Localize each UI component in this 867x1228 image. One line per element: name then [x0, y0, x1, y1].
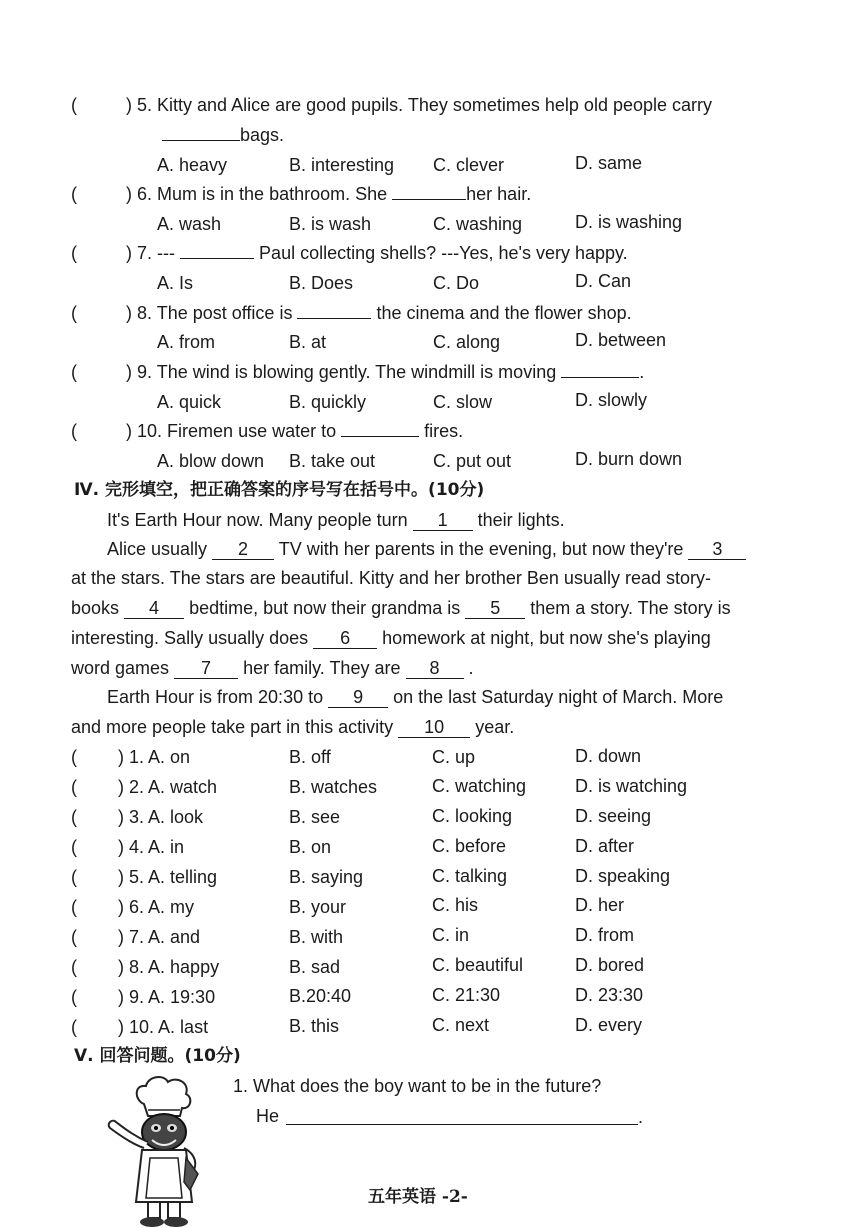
option-a: A. heavy: [157, 155, 228, 175]
option-a: A. quick: [157, 392, 222, 412]
question-text: the cinema and the flower shop.: [376, 303, 632, 323]
option-c: C. 21:30: [432, 985, 501, 1005]
answer-paren[interactable]: (: [71, 897, 77, 917]
cloze-blank-4: 4: [124, 598, 184, 619]
fill-blank[interactable]: [162, 140, 240, 141]
question-6: [126, 183, 531, 205]
answer-paren[interactable]: (: [71, 837, 77, 857]
question-5-1: 1. What does the boy want to be in the future?: [233, 1076, 602, 1096]
option-d: D. is watching: [575, 776, 688, 796]
question-text: fires.: [424, 421, 464, 441]
option-number: ) 5. A. telling: [118, 867, 218, 887]
question-5: [126, 94, 712, 116]
answer-paren[interactable]: (: [71, 927, 77, 947]
passage-text: TV with her parents in the evening, but now they're: [278, 539, 684, 559]
question-number: ) 6.: [126, 184, 153, 204]
cloze-blank-10: 10: [398, 717, 470, 738]
cloze-blank-1: 1: [413, 510, 473, 531]
option-b: B. watches: [289, 777, 378, 797]
option-b: B.20:40: [289, 986, 352, 1006]
question-8: [126, 302, 632, 324]
option-number: ) 10. A. last: [118, 1017, 209, 1037]
passage-text: them a story. The story is: [530, 598, 731, 618]
answer-paren[interactable]: (: [71, 1017, 77, 1037]
passage-text: on the last Saturday night of March. More: [393, 687, 724, 707]
answer-paren[interactable]: (: [71, 957, 77, 977]
question-5-line2: [162, 124, 284, 146]
passage-line: [71, 627, 711, 649]
option-c: C. talking: [432, 866, 508, 886]
option-b: B. saying: [289, 867, 364, 887]
option-b: B. this: [289, 1016, 340, 1036]
option-c: C. his: [432, 895, 479, 915]
option-b: B. see: [289, 807, 341, 827]
cloze-blank-3: 3: [688, 539, 746, 560]
passage-line: [71, 716, 514, 738]
passage-text: bedtime, but now their grandma is: [189, 598, 461, 618]
option-a: A. wash: [157, 214, 222, 234]
cloze-blank-5: 5: [465, 598, 525, 619]
option-c: C. beautiful: [432, 955, 524, 975]
passage-text: homework at night, but now she's playing: [382, 628, 711, 648]
question-text: Kitty and Alice are good pupils. They sometimes help old people carry: [157, 95, 713, 115]
answer-paren[interactable]: (: [71, 303, 77, 323]
option-b: B. quickly: [289, 392, 367, 412]
answer-paren[interactable]: (: [71, 747, 77, 767]
option-d: D. every: [575, 1015, 643, 1035]
passage-text: interesting. Sally usually does: [71, 628, 309, 648]
fill-blank[interactable]: [180, 258, 254, 259]
passage-line: [71, 597, 731, 619]
passage-text: It's Earth Hour now. Many people turn: [107, 510, 408, 530]
fill-blank[interactable]: [561, 377, 639, 378]
question-10: [126, 420, 463, 442]
option-d: D. down: [575, 746, 642, 766]
answer-line[interactable]: [286, 1104, 638, 1125]
option-c: C. in: [432, 925, 470, 945]
passage-text: their lights.: [477, 510, 565, 530]
passage-text: Earth Hour is from 20:30 to: [107, 687, 324, 707]
option-c: C. watching: [432, 776, 527, 796]
passage-line: [71, 567, 711, 589]
option-c: C. before: [432, 836, 507, 856]
question-number: ) 5.: [126, 95, 153, 115]
passage-line: [107, 686, 723, 708]
question-number: ) 9.: [126, 362, 153, 382]
cloze-blank-9: 9: [328, 687, 388, 708]
option-c: C. slow: [433, 392, 493, 412]
fill-blank[interactable]: [297, 318, 371, 319]
option-d: D. bored: [575, 955, 645, 975]
question-number: ) 7.: [126, 243, 153, 263]
question-text: Mum is in the bathroom. She: [157, 184, 388, 204]
option-number: ) 7. A. and: [118, 927, 201, 947]
passage-line: [71, 657, 474, 679]
passage-text: .: [468, 658, 474, 678]
option-number: ) 9. A. 19:30: [118, 987, 216, 1007]
question-text: Paul collecting shells? ---Yes, he's very happy.: [259, 243, 628, 263]
question-9: [126, 361, 644, 383]
option-number: ) 8. A. happy: [118, 957, 220, 977]
passage-line: [107, 538, 746, 560]
cloze-blank-6: 6: [313, 628, 377, 649]
option-b: B. at: [289, 332, 327, 352]
option-c: C. next: [432, 1015, 490, 1035]
option-b: B. take out: [289, 451, 376, 471]
passage-text: at the stars. The stars are beautiful. Kitty and her brother Ben usually read story-: [71, 568, 711, 588]
answer-paren[interactable]: (: [71, 362, 77, 382]
option-c: C. Do: [433, 273, 480, 293]
question-text: bags.: [240, 125, 285, 145]
question-text: ---: [157, 243, 176, 263]
option-b: B. sad: [289, 957, 341, 977]
answer-paren[interactable]: (: [71, 243, 77, 263]
passage-line: [107, 509, 565, 531]
option-c: C. up: [432, 747, 476, 767]
answer-paren[interactable]: (: [71, 807, 77, 827]
question-text: .: [639, 362, 645, 382]
option-b: B. is wash: [289, 214, 372, 234]
option-number: ) 6. A. my: [118, 897, 195, 917]
option-number: ) 4. A. in: [118, 837, 185, 857]
answer-paren[interactable]: (: [71, 184, 77, 204]
fill-blank[interactable]: [341, 436, 419, 437]
question-text: The wind is blowing gently. The windmill is moving: [156, 362, 557, 382]
option-number: ) 3. A. look: [118, 807, 204, 827]
question-text: The post office is: [156, 303, 293, 323]
option-b: B. on: [289, 837, 332, 857]
option-a: A. Is: [157, 273, 194, 293]
cloze-blank-7: 7: [174, 658, 238, 679]
option-c: C. along: [433, 332, 501, 352]
passage-text: books: [71, 598, 120, 618]
option-number: ) 2. A. watch: [118, 777, 218, 797]
option-b: B. off: [289, 747, 331, 767]
option-d: D. after: [575, 836, 635, 856]
option-d: D. slowly: [575, 390, 648, 410]
option-d: D. Can: [575, 271, 632, 291]
answer-paren[interactable]: (: [71, 777, 77, 797]
question-7: [126, 242, 628, 264]
answer-paren[interactable]: (: [71, 95, 77, 115]
option-c: C. put out: [433, 451, 512, 471]
option-c: C. looking: [432, 806, 513, 826]
passage-text: year.: [475, 717, 515, 737]
option-d: D. is washing: [575, 212, 683, 232]
question-text: her hair.: [466, 184, 532, 204]
option-d: D. same: [575, 153, 643, 173]
option-b: B. your: [289, 897, 347, 917]
cloze-blank-2: 2: [212, 539, 274, 560]
question-text: Firemen use water to: [167, 421, 337, 441]
option-d: D. from: [575, 925, 635, 945]
question-number: ) 8.: [126, 303, 153, 323]
option-b: B. Does: [289, 273, 354, 293]
option-d: D. 23:30: [575, 985, 644, 1005]
option-d: D. burn down: [575, 449, 683, 469]
passage-text: and more people take part in this activity: [71, 717, 394, 737]
passage-text: Alice usually: [107, 539, 208, 559]
chef-boy-illustration: [104, 1074, 222, 1228]
answer-paren[interactable]: (: [71, 867, 77, 887]
option-c: C. washing: [433, 214, 523, 234]
page-footer: 五年英语 -2-: [368, 1187, 468, 1207]
answer-period: .: [638, 1107, 644, 1127]
option-c: C. clever: [433, 155, 505, 175]
section-5-title: Ⅴ. 回答问题。(10分): [74, 1046, 241, 1066]
answer-paren[interactable]: (: [71, 421, 77, 441]
option-number: ) 1. A. on: [118, 747, 191, 767]
passage-text: her family. They are: [243, 658, 401, 678]
answer-paren[interactable]: (: [71, 987, 77, 1007]
fill-blank[interactable]: [392, 199, 466, 200]
option-a: A. from: [157, 332, 216, 352]
option-d: D. seeing: [575, 806, 652, 826]
option-b: B. interesting: [289, 155, 395, 175]
section-4-title: Ⅳ. 完形填空，把正确答案的序号写在括号中。(10分): [74, 480, 485, 500]
option-d: D. speaking: [575, 866, 671, 886]
question-number: ) 10.: [126, 421, 163, 441]
option-a: A. blow down: [157, 451, 265, 471]
answer-prefix: He: [256, 1106, 280, 1126]
cloze-blank-8: 8: [406, 658, 464, 679]
option-b: B. with: [289, 927, 344, 947]
passage-text: word games: [71, 658, 170, 678]
option-d: D. between: [575, 330, 667, 350]
option-d: D. her: [575, 895, 625, 915]
